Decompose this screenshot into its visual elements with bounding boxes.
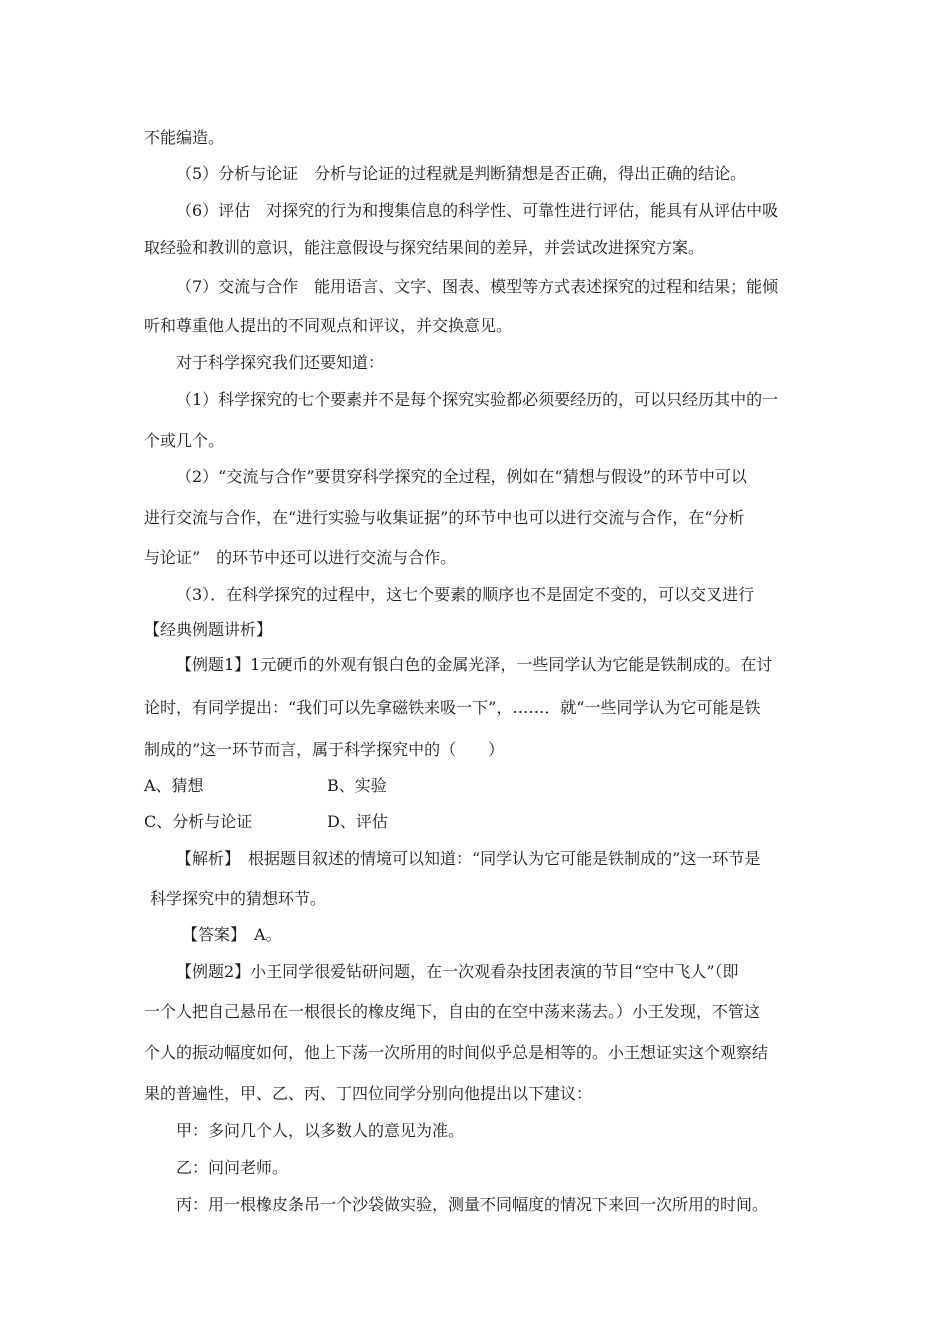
answer-line: 【答案】 A。 xyxy=(182,925,282,944)
paragraph-line: 科学探究中的猜想环节。 xyxy=(150,889,327,908)
paragraph-line: （1）科学探究的七个要素并不是每个探究实验都必须要经历的，可以只经历其中的一 xyxy=(176,390,779,409)
paragraph-line: （5）分析与论证 分析与论证的过程就是判断猜想是否正确，得出正确的结论。 xyxy=(176,164,747,183)
paragraph-line: 与论证” 的环节中还可以进行交流与合作。 xyxy=(144,548,457,567)
paragraph-line: 一个人把自己悬吊在一根很长的橡皮绳下，自由的在空中荡来荡去。）小王发现，不管这 xyxy=(144,1002,761,1021)
paragraph-line: 取经验和教训的意识，能注意假设与探究结果间的差异，并尝试改进探究方案。 xyxy=(144,238,705,257)
choice-c: C、分析与论证 xyxy=(144,812,253,831)
paragraph-line: 制成的”这一环节而言，属于科学探究中的（ ） xyxy=(144,740,505,759)
choice-a: A、猜想 xyxy=(144,776,204,795)
choice-b: B、实验 xyxy=(327,776,387,795)
paragraph-line: （2）“交流与合作”要贯穿科学探究的全过程，例如在“猜想与假设”的环节中可以 xyxy=(176,467,747,486)
suggestion-line: 丙：用一根橡皮条吊一个沙袋做实验，测量不同幅度的情况下来回一次所用的时间。 xyxy=(176,1195,769,1214)
section-heading: 【经典例题讲析】 xyxy=(144,620,273,639)
paragraph-line: 果的普遍性，甲、乙、丙、丁四位同学分别向他提出以下建议： xyxy=(144,1084,593,1103)
choice-d: D、评估 xyxy=(327,812,388,831)
paragraph-line: 【例题1】1元硬币的外观有银白色的金属光泽，一些同学认为它能是铁制成的。在讨 xyxy=(176,655,773,674)
paragraph-line: 【解析】 根据题目叙述的情境可以知道：“同学认为它可能是铁制成的”这一环节是 xyxy=(176,849,761,868)
paragraph-line: 进行交流与合作，在“进行实验与收集证据”的环节中也可以进行交流与合作，在“分析 xyxy=(144,508,745,527)
paragraph-line: 【例题2】小王同学很爱钻研问题，在一次观看杂技团表演的节目“空中飞人”（即 xyxy=(176,962,739,981)
paragraph-line: （6）评估 对探究的行为和搜集信息的科学性、可靠性进行评估，能具有从评估中吸 xyxy=(176,201,779,220)
suggestion-line: 乙：问问老师。 xyxy=(176,1158,289,1177)
paragraph-line: 对于科学探究我们还要知道： xyxy=(176,353,385,372)
suggestion-line: 甲：多问几个人，以多数人的意见为准。 xyxy=(176,1121,465,1140)
paragraph-line: （7）交流与合作 能用语言、文字、图表、模型等方式表述探究的过程和结果；能倾 xyxy=(176,277,779,296)
paragraph-line: 论时，有同学提出：“我们可以先拿磁铁来吸一下”，……．就“一些同学认为它可能是铁 xyxy=(144,698,761,717)
paragraph-line: 个人的振动幅度如何，他上下荡一次所用的时间似乎总是相等的。小王想证实这个观察结 xyxy=(144,1043,769,1062)
paragraph-line: 听和尊重他人提出的不同观点和评议，并交换意见。 xyxy=(144,316,513,335)
paragraph-line: 不能编造。 xyxy=(144,128,225,147)
paragraph-line: 个或几个。 xyxy=(144,431,225,450)
paragraph-line: （3）．在科学探究的过程中，这七个要素的顺序也不是固定不变的，可以交叉进行 xyxy=(176,585,755,604)
